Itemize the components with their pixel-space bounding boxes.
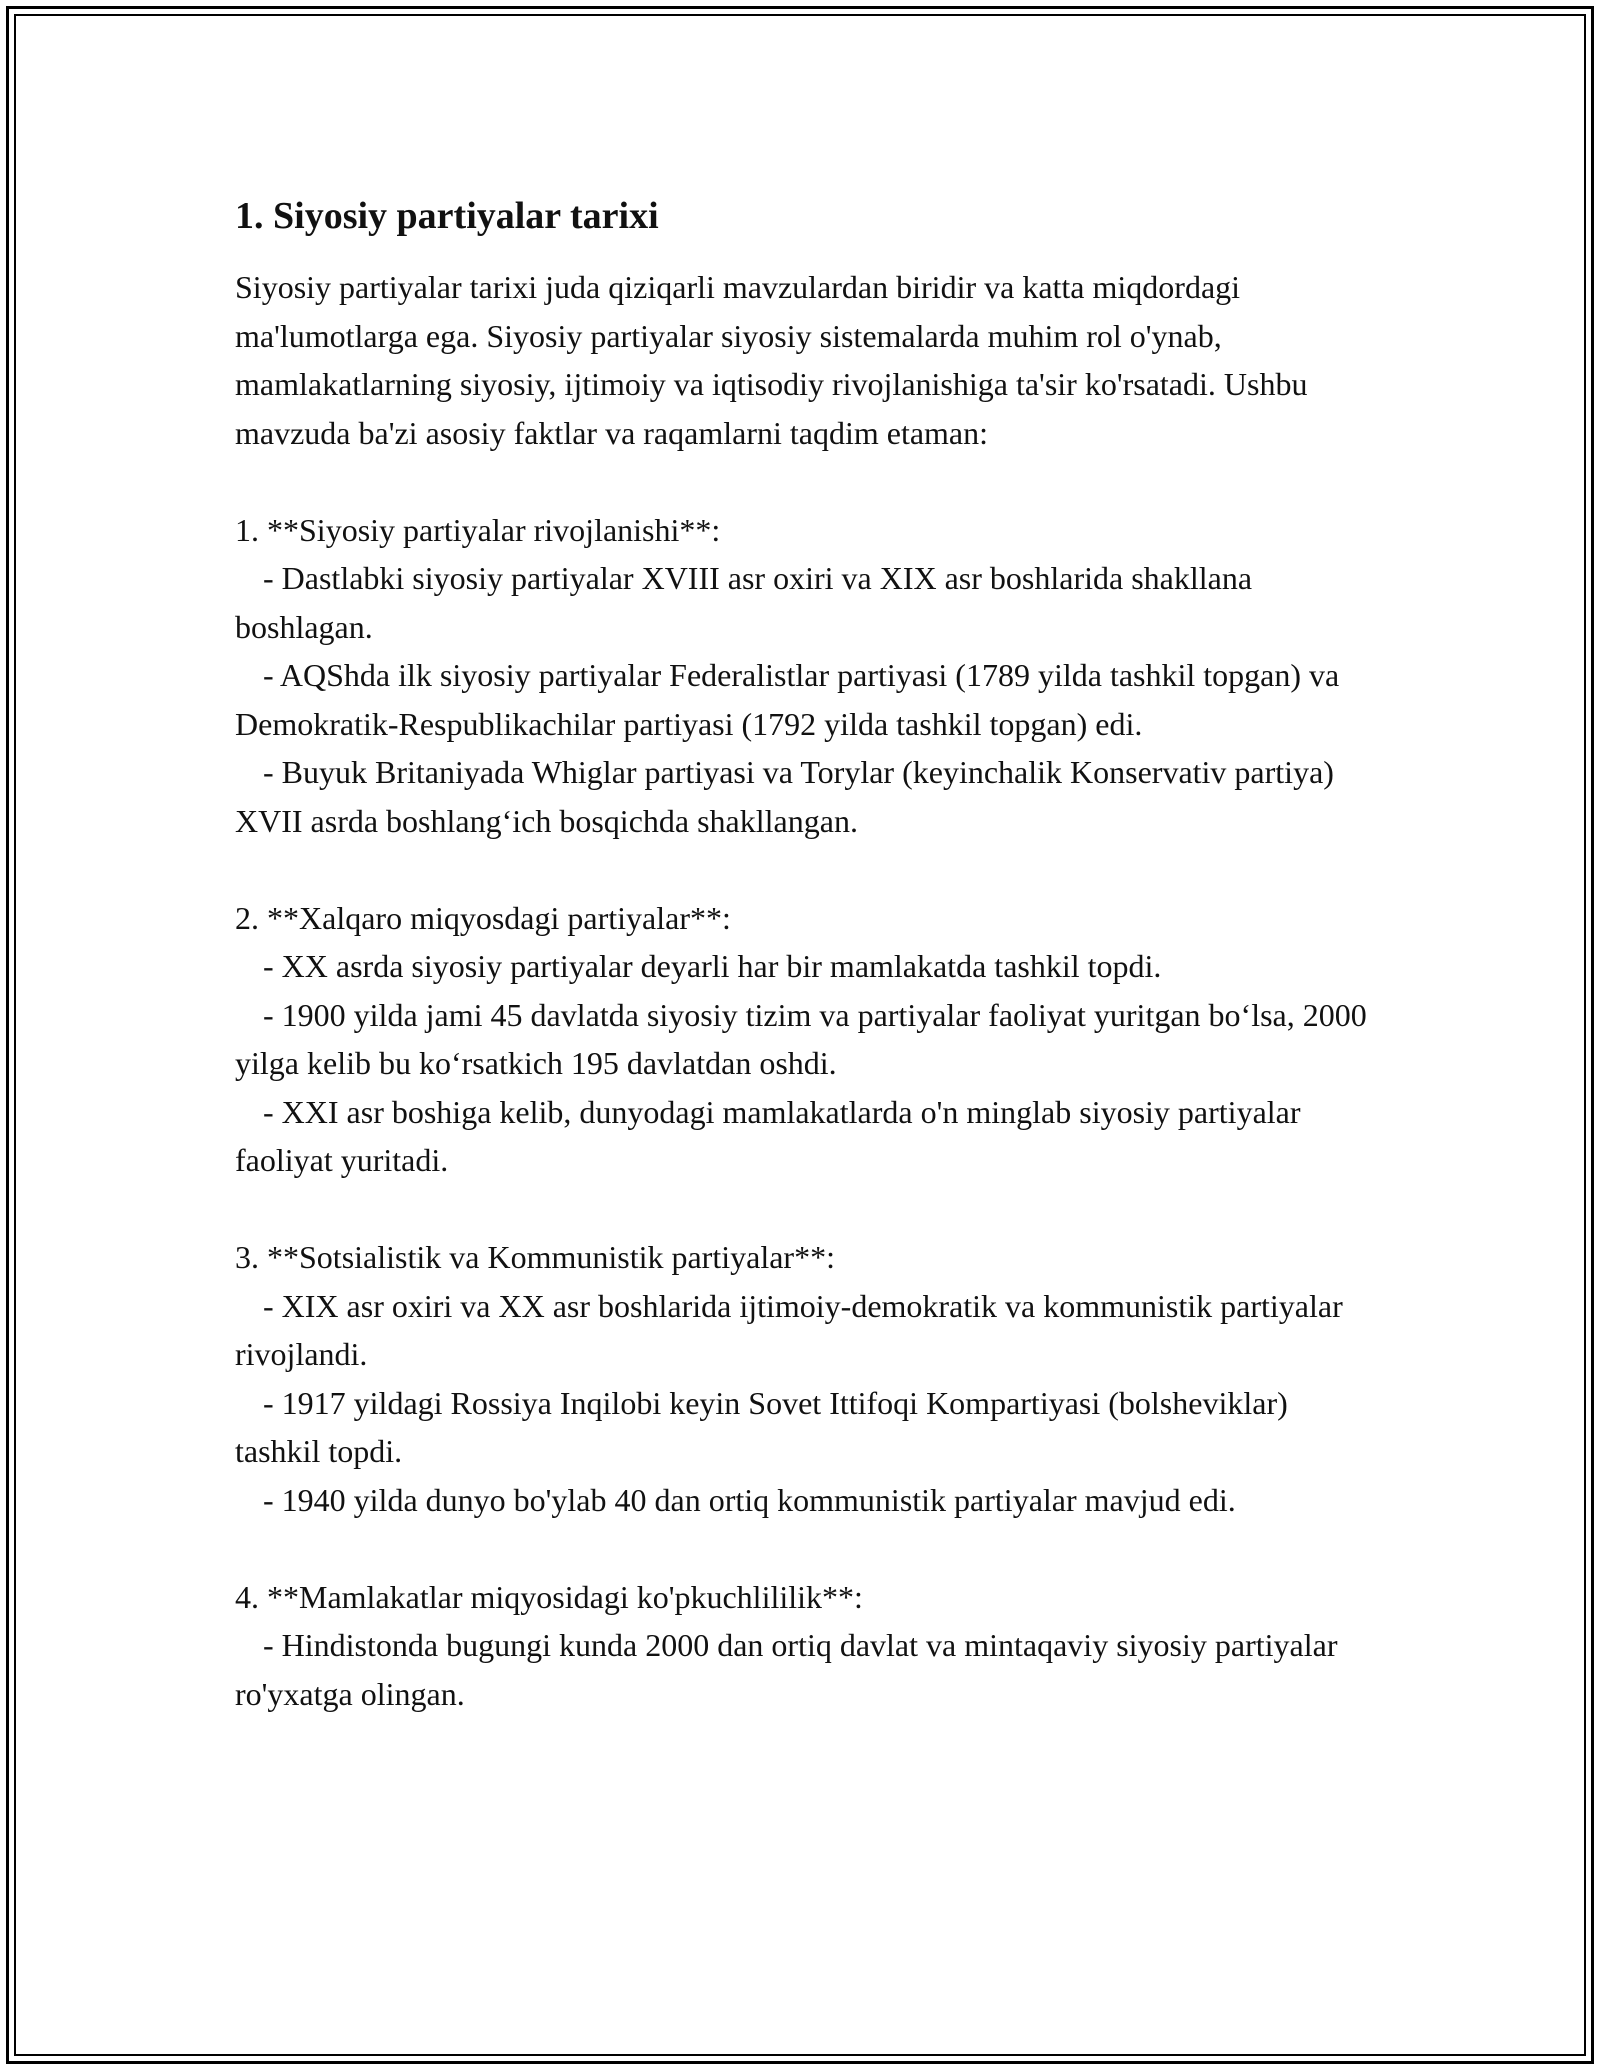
section-heading: 2. **Xalqaro miqyosdagi partiyalar**:	[235, 899, 731, 936]
section-3	[235, 1233, 1375, 1524]
bullet-item: - XX asrda siyosiy partiyalar deyarli har bir mamlakatda tashkil topdi.	[263, 948, 1162, 984]
bullet-item: - 1917 yildagi Rossiya Inqilobi keyin Sovet Ittifoqi Kompartiyasi (bolsheviklar) tashkil topdi.	[235, 1384, 1288, 1469]
bullet-item: - AQShda ilk siyosiy partiyalar Federalistlar partiyasi (1789 yilda tashkil topgan) va Demokratik-Respublikachilar partiyasi (1792 yilda tashkil topgan) edi.	[235, 657, 1340, 742]
bullet-item: - 1940 yilda dunyo bo'ylab 40 dan ortiq kommunistik partiyalar mavjud edi.	[263, 1481, 1236, 1518]
bullet-item: - Dastlabki siyosiy partiyalar XVIII asr oxiri va XIX asr boshlarida shakllana boshlagan.	[235, 560, 1253, 645]
section-4	[235, 1573, 1375, 1719]
section-heading: 4. **Mamlakatlar miqyosidagi ko'pkuchlililik**:	[235, 1578, 863, 1615]
section-heading: 1. **Siyosiy partiyalar rivojlanishi**:	[235, 511, 721, 548]
document-body	[235, 190, 1375, 1718]
section-1	[235, 506, 1375, 846]
document-title: 1. Siyosiy partiyalar tarixi	[235, 195, 659, 237]
intro-paragraph: Siyosiy partiyalar tarixi juda qiziqarli mavzulardan biridir va katta miqdordagi ma'lumotlarga ega. Siyosiy partiyalar siyosiy sistemalarda muhim rol o'ynab, mamlakatlarning siyosiy, ijtimoiy va iqtisodiy rivojlanishiga ta'sir ko'rsatadi. Ushbu mavzuda ba'zi asosiy faktlar va raqamlarni taqdim etaman:	[235, 269, 1308, 451]
bullet-item: - XIX asr oxiri va XX asr boshlarida ijtimoiy-demokratik va kommunistik partiyalar rivojlandi.	[235, 1287, 1343, 1372]
bullet-item: - XXI asr boshiga kelib, dunyodagi mamlakatlarda o'n minglab siyosiy partiyalar faoliyat yuritadi.	[235, 1093, 1301, 1178]
bullet-item: - Hindistonda bugungi kunda 2000 dan ortiq davlat va mintaqaviy siyosiy partiyalar ro'yxatga olingan.	[235, 1627, 1338, 1712]
section-heading: 3. **Sotsialistik va Kommunistik partiyalar**:	[235, 1239, 835, 1275]
bullet-item: - Buyuk Britaniyada Whiglar partiyasi va Torylar (keyinchalik Konservativ partiya) XVII asrda boshlang‘ich bosqichda shakllangan.	[235, 754, 1334, 839]
section-2	[235, 894, 1375, 1185]
bullet-item: - 1900 yilda jami 45 davlatda siyosiy tizim va partiyalar faoliyat yuritgan bo‘lsa, 2000 yilga kelib bu ko‘rsatkich 195 davlatdan oshdi.	[235, 996, 1367, 1081]
